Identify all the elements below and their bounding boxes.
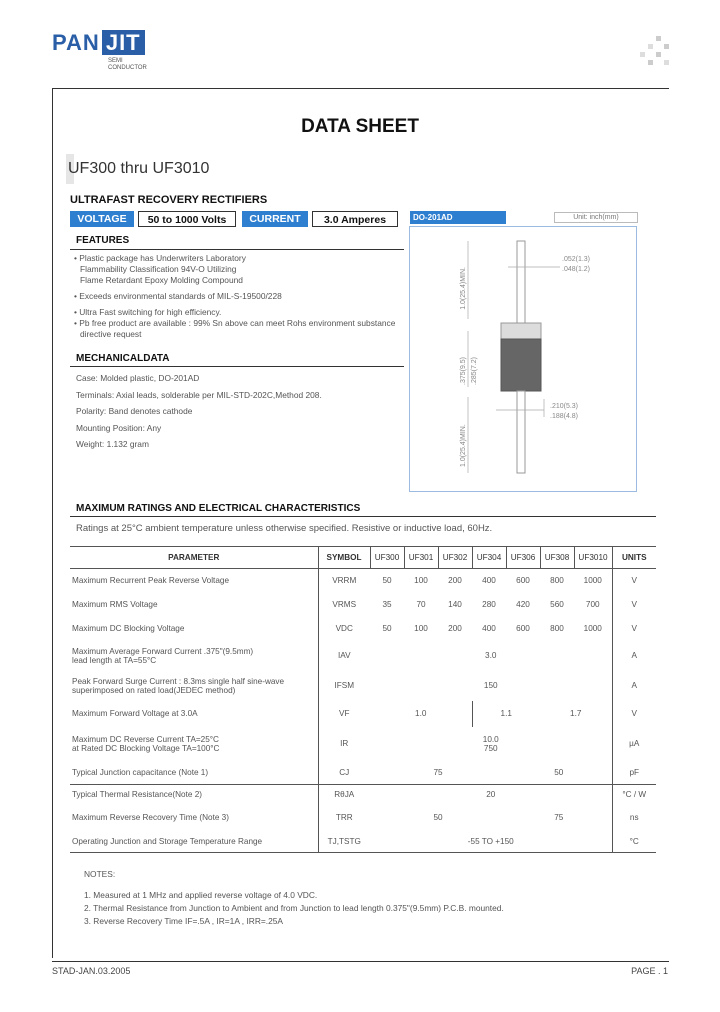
- col-uf302: UF302: [438, 547, 472, 569]
- symbol-cell: IAV: [318, 641, 370, 671]
- brand-logo: [52, 30, 145, 56]
- doc-title: DATA SHEET: [301, 116, 419, 137]
- lead-bottom: [517, 391, 525, 473]
- package-drawing: [410, 227, 636, 491]
- value-cell: 50: [433, 813, 443, 822]
- feature-item: directive request: [80, 329, 142, 339]
- col-uf304: UF304: [472, 547, 506, 569]
- note-item: 1. Measured at 1 MHz and applied reverse voltage of 4.0 VDC.: [84, 890, 318, 900]
- param-cell: Maximum Reverse Recovery Time (Note 3): [72, 813, 229, 822]
- mechanical-item: Mounting Position: Any: [76, 422, 162, 433]
- symbol-cell: IFSM: [318, 671, 370, 701]
- unit-cell: A: [612, 671, 656, 701]
- param-cell: Maximum DC Blocking Voltage: [72, 624, 185, 633]
- mechanical-list: [76, 370, 410, 453]
- value-cell: 800: [550, 576, 564, 586]
- value-cell: 100: [414, 576, 428, 586]
- symbol-cell: VDC: [318, 617, 370, 641]
- voltage-value: 50 to 1000 Volts: [138, 211, 236, 227]
- table-row: [70, 701, 656, 727]
- table-header-row: [70, 547, 656, 569]
- symbol-cell: CJ: [318, 761, 370, 785]
- unit-cell: V: [612, 593, 656, 617]
- value-cell: 3.0: [485, 651, 497, 660]
- param-cell: Maximum RMS Voltage: [72, 600, 158, 609]
- notes-heading: NOTES:: [84, 869, 116, 879]
- mechanical-item: Terminals: Axial leads, solderable per MIL-STD-202C,Method 208.: [76, 389, 322, 400]
- col-uf306: UF306: [506, 547, 540, 569]
- table-row: [70, 641, 656, 671]
- feature-item: • Pb free product are available : 99% Sn above can meet Rohs environment substance: [74, 318, 396, 328]
- value-cell: 400: [482, 576, 496, 586]
- ratings-note: Ratings at 25°C ambient temperature unless otherwise specified. Resistive or inductive load, 60Hz.: [76, 523, 493, 534]
- features-heading: FEATURES: [76, 235, 130, 246]
- mechanical-item: Weight: 1.132 gram: [76, 439, 149, 449]
- dim-body-len-1: .375(9.5): [460, 356, 467, 385]
- feature-item: Flame Retardant Epoxy Molding Compound: [80, 275, 243, 285]
- table-row: [70, 727, 656, 761]
- package-label: DO-201AD: [410, 211, 506, 224]
- note-item: 3. Reverse Recovery Time IF=.5A , IR=1A , IRR=.25A: [84, 916, 283, 926]
- table-row: [70, 805, 656, 831]
- value-cell: 50: [382, 576, 392, 586]
- value-cell: 35: [382, 600, 392, 609]
- param-cell: Typical Thermal Resistance(Note 2): [70, 785, 318, 805]
- cathode-band: [501, 339, 541, 391]
- features-rule: [70, 249, 404, 250]
- features-list: [74, 253, 408, 340]
- col-uf308: UF308: [540, 547, 574, 569]
- col-units: UNITS: [612, 547, 656, 569]
- ratings-table: [70, 546, 656, 853]
- brand-pan: PAN: [52, 30, 100, 55]
- value-cell: 1.7: [570, 709, 582, 718]
- symbol-cell: VF: [318, 701, 370, 727]
- table-row: [70, 569, 656, 593]
- dim-body-dia-2: .188(4.8): [550, 413, 579, 420]
- value-cell: 1000: [583, 624, 602, 633]
- table-row: [70, 593, 656, 617]
- mechanical-item: Case: Molded plastic, DO-201AD: [76, 373, 200, 383]
- value-cell: 50: [382, 624, 392, 633]
- table-row: [70, 831, 656, 853]
- lead-top: [517, 241, 525, 323]
- feature-item: Flammability Classification 94V-O Utilizing: [80, 264, 237, 274]
- value-cell: 560: [550, 600, 564, 609]
- table-row: [70, 761, 656, 785]
- value-cell: 200: [448, 576, 462, 586]
- mechanical-rule: [70, 366, 404, 367]
- value-cell: 200: [448, 624, 462, 633]
- feature-item: • Plastic package has Underwriters Laboratory: [74, 253, 246, 263]
- param-line: Maximum Average Forward Current .375"(9.5mm): [72, 646, 254, 656]
- value-cell: 420: [516, 600, 530, 609]
- table-row: [70, 671, 656, 701]
- feature-item: • Ultra Fast switching for high efficiency.: [74, 307, 222, 317]
- value-cell: 1.1: [500, 709, 512, 718]
- symbol-cell: VRRM: [318, 569, 370, 593]
- current-value: 3.0 Amperes: [312, 211, 398, 227]
- symbol-cell: TRR: [318, 805, 370, 831]
- brand-sub-2: CONDUCTOR: [108, 65, 147, 71]
- voltage-label: VOLTAGE: [70, 211, 134, 227]
- symbol-cell: TJ,TSTG: [318, 831, 370, 853]
- param-line: Peak Forward Surge Current : 8.3ms single half sine-wave: [72, 676, 285, 686]
- col-parameter: PARAMETER: [70, 547, 318, 569]
- unit-cell: °C: [612, 831, 656, 853]
- param-line: lead length at TA=55°C: [72, 655, 157, 665]
- brand-jit: JIT: [102, 30, 145, 55]
- col-uf3010: UF3010: [574, 547, 612, 569]
- param-cell: Maximum Forward Voltage at 3.0A: [72, 709, 198, 718]
- value-cell: 75: [433, 767, 443, 777]
- footer-rule: [52, 961, 669, 962]
- value-cell: 280: [482, 600, 496, 609]
- col-uf300: UF300: [370, 547, 404, 569]
- unit-cell: pF: [612, 761, 656, 785]
- ratings-heading: MAXIMUM RATINGS AND ELECTRICAL CHARACTERISTICS: [76, 503, 361, 514]
- param-cell: Typical Junction capacitance (Note 1): [72, 767, 209, 777]
- col-uf301: UF301: [404, 547, 438, 569]
- value-cell: [370, 727, 612, 761]
- param-cell: [70, 641, 318, 671]
- unit-cell: V: [612, 701, 656, 727]
- footer-page: PAGE . 1: [631, 966, 668, 976]
- dim-lead-len-top: 1.0(25.4)MIN.: [460, 267, 467, 310]
- param-line: Maximum DC Reverse Current TA=25°C: [72, 734, 219, 744]
- value-line: 10.0: [482, 734, 499, 744]
- param-cell: [70, 671, 318, 701]
- note-item: 2. Thermal Resistance from Junction to Ambient and from Junction to lead length 0.375"(9.5mm) P.C.B. mounted.: [84, 903, 504, 913]
- value-cell: 70: [416, 600, 426, 609]
- dim-body-dia-1: .210(5.3): [550, 403, 579, 410]
- current-label: CURRENT: [242, 211, 308, 227]
- value-cell: 700: [585, 600, 600, 609]
- dim-lead-dia-1: .052(1.3): [562, 256, 591, 263]
- mechanical-heading: MECHANICALDATA: [76, 353, 170, 364]
- product-title: UF300 thru UF3010: [68, 160, 210, 177]
- table-row: [70, 617, 656, 641]
- footer-date: STAD-JAN.03.2005: [52, 966, 131, 976]
- value-cell: 1000: [583, 576, 602, 586]
- corner-dots-icon: [640, 36, 670, 66]
- value-cell: 140: [448, 600, 462, 609]
- table-row: [70, 785, 656, 805]
- value-cell: 1.0: [370, 701, 472, 727]
- value-line: 750: [483, 743, 498, 753]
- product-subtitle: ULTRAFAST RECOVERY RECTIFIERS: [70, 194, 268, 206]
- value-cell: -55 TO +150: [370, 831, 612, 853]
- ratings-rule: [70, 516, 656, 517]
- brand-subtitle: [108, 58, 147, 72]
- unit-cell: V: [612, 617, 656, 641]
- mechanical-item: Polarity: Band denotes cathode: [76, 406, 193, 416]
- symbol-cell: RθJA: [318, 785, 370, 805]
- notes-list: [84, 889, 504, 928]
- param-line: superimposed on rated load(JEDEC method): [72, 685, 236, 695]
- symbol-cell: VRMS: [318, 593, 370, 617]
- dim-lead-dia-2: .048(1.2): [562, 266, 591, 273]
- param-cell: Operating Junction and Storage Temperature Range: [70, 831, 318, 853]
- dim-lead-len-bot: 1.0(25.4)MIN.: [460, 424, 467, 467]
- value-cell: 400: [482, 624, 496, 633]
- brand-sub-1: SEMI: [108, 58, 123, 64]
- value-cell: 600: [516, 576, 530, 586]
- param-cell: Maximum Recurrent Peak Reverse Voltage: [72, 576, 229, 586]
- value-cell: 20: [370, 785, 612, 805]
- unit-cell: °C / W: [612, 785, 656, 805]
- dim-body-len-2: .285(7.2): [471, 356, 478, 385]
- feature-item: • Exceeds environmental standards of MIL-S-19500/228: [74, 291, 282, 301]
- value-cell: 150: [483, 681, 498, 690]
- unit-cell: A: [612, 641, 656, 671]
- value-cell: 50: [554, 767, 564, 777]
- symbol-cell: IR: [318, 727, 370, 761]
- col-symbol: SYMBOL: [318, 547, 370, 569]
- unit-cell: V: [612, 569, 656, 593]
- unit-cell: ns: [612, 805, 656, 831]
- value-cell: 600: [516, 624, 530, 633]
- param-line: at Rated DC Blocking Voltage TA=100°C: [72, 743, 220, 753]
- value-cell: 75: [554, 813, 564, 822]
- package-unit: Unit: inch(mm): [554, 212, 638, 223]
- param-cell: [70, 727, 318, 761]
- value-cell: 100: [414, 624, 428, 633]
- unit-cell: µA: [612, 727, 656, 761]
- value-cell: 800: [550, 624, 564, 633]
- body-cap: [501, 323, 541, 339]
